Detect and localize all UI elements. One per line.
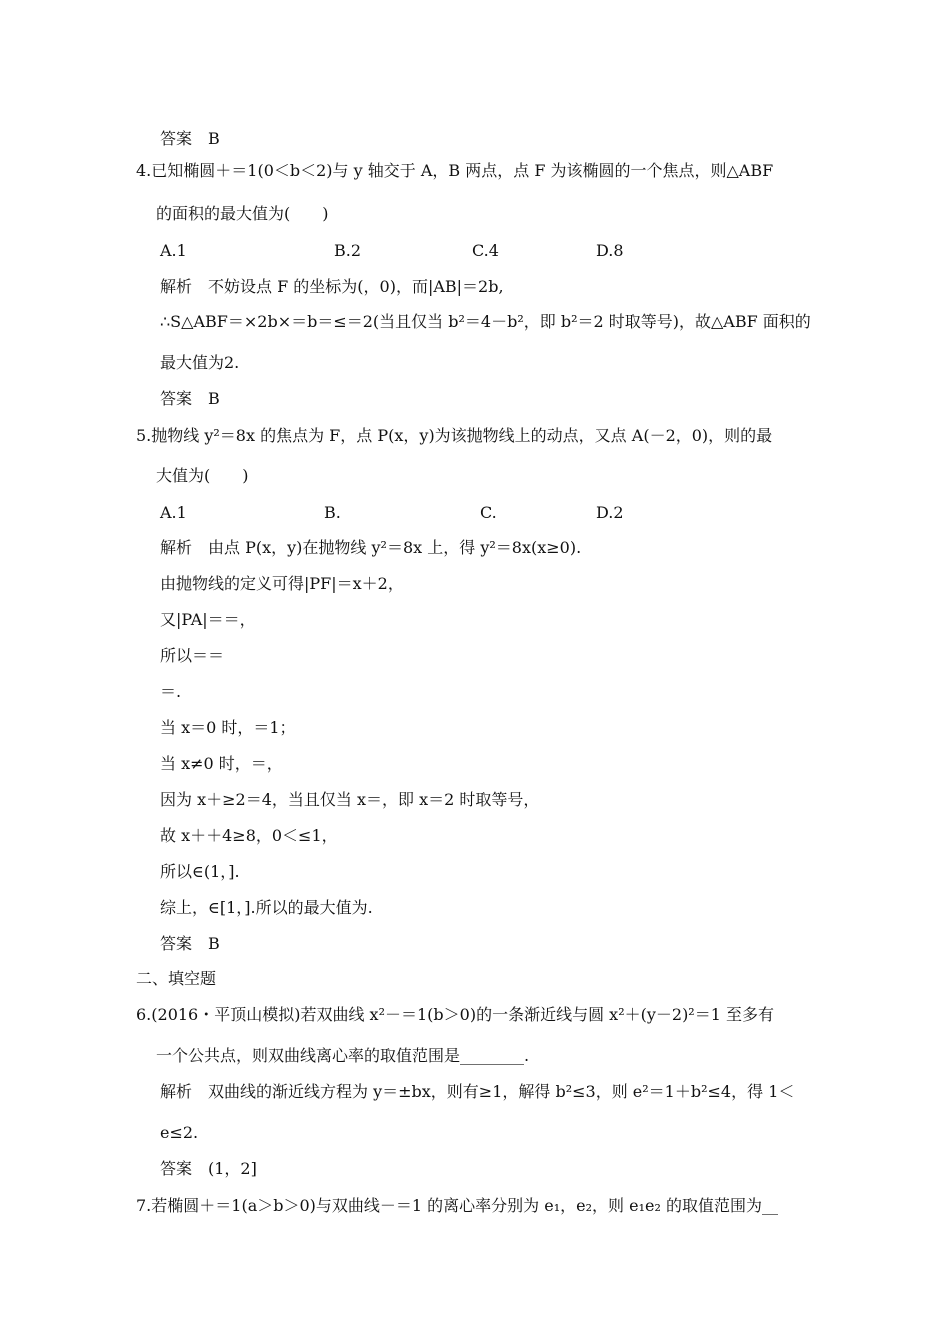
analysis-line: 解析 双曲线的渐近线方程为 y＝±bx，则有≥1，解得 b²≤3，则 e²＝1＋b²≤4，得 1＜	[160, 1082, 795, 1101]
question-stem: 7.若椭圆＋＝1(a＞b＞0)与双曲线－＝1 的离心率分别为 e₁，e₂，则 e₁e₂ 的取值范围为__	[136, 1196, 778, 1215]
answer-line: 答案 B	[160, 389, 220, 408]
question-stem: 4.已知椭圆＋＝1(0＜b＜2)与 y 轴交于 A，B 两点，点 F 为该椭圆的一个焦点，则△ABF	[136, 161, 774, 180]
question-stem: 大值为( )	[156, 466, 249, 485]
analysis-line: e≤2.	[160, 1123, 199, 1142]
question-stem: 6.(2016・平顶山模拟)若双曲线 x²－＝1(b＞0)的一条渐近线与圆 x²＋(y－2)²＝1 至多有	[136, 1005, 774, 1024]
analysis-line: 当 x≠0 时，＝，	[160, 754, 283, 773]
option-c: C.	[480, 503, 497, 522]
question-stem: 的面积的最大值为( )	[156, 204, 329, 223]
analysis-line: 所以∈(1，].	[160, 862, 240, 881]
analysis-line: 由抛物线的定义可得|PF|＝x＋2，	[160, 574, 404, 593]
question-stem: 5.抛物线 y²＝8x 的焦点为 F，点 P(x，y)为该抛物线上的动点，又点 A(－2，0)，则的最	[136, 426, 773, 445]
analysis-line: ＝.	[160, 682, 182, 701]
analysis-line: 当 x＝0 时，＝1；	[160, 718, 296, 737]
analysis-line: 所以＝＝	[160, 646, 225, 665]
option-b: B.	[324, 503, 341, 522]
analysis-line: 故 x＋＋4≥8，0＜≤1，	[160, 826, 338, 845]
analysis-line: 最大值为2.	[160, 353, 240, 372]
analysis-line: ∴S△ABF＝×2b×＝b＝≤＝2(当且仅当 b²＝4－b²，即 b²＝2 时取等号)，故△ABF 面积的	[160, 312, 811, 331]
section-heading: 二、填空题	[136, 969, 217, 988]
option-d: D.8	[596, 241, 624, 260]
answer-line: 答案 B	[160, 934, 220, 953]
analysis-line: 解析 不妨设点 F 的坐标为(，0)，而|AB|＝2b,	[160, 277, 504, 296]
option-c: C.4	[472, 241, 499, 260]
question-stem: 一个公共点，则双曲线离心率的取值范围是________.	[156, 1046, 530, 1065]
analysis-line: 综上，∈[1，].所以的最大值为.	[160, 898, 373, 917]
analysis-line: 又|PA|＝＝，	[160, 610, 256, 629]
option-d: D.2	[596, 503, 624, 522]
answer-line: 答案 (1，2]	[160, 1159, 257, 1178]
analysis-line: 因为 x＋≥2＝4，当且仅当 x＝，即 x＝2 时取等号，	[160, 790, 540, 809]
answer-line: 答案 B	[160, 129, 220, 148]
option-a: A.1	[160, 503, 187, 522]
analysis-line: 解析 由点 P(x，y)在抛物线 y²＝8x 上，得 y²＝8x(x≥0).	[160, 538, 582, 557]
option-b: B.2	[334, 241, 362, 260]
option-a: A.1	[160, 241, 187, 260]
